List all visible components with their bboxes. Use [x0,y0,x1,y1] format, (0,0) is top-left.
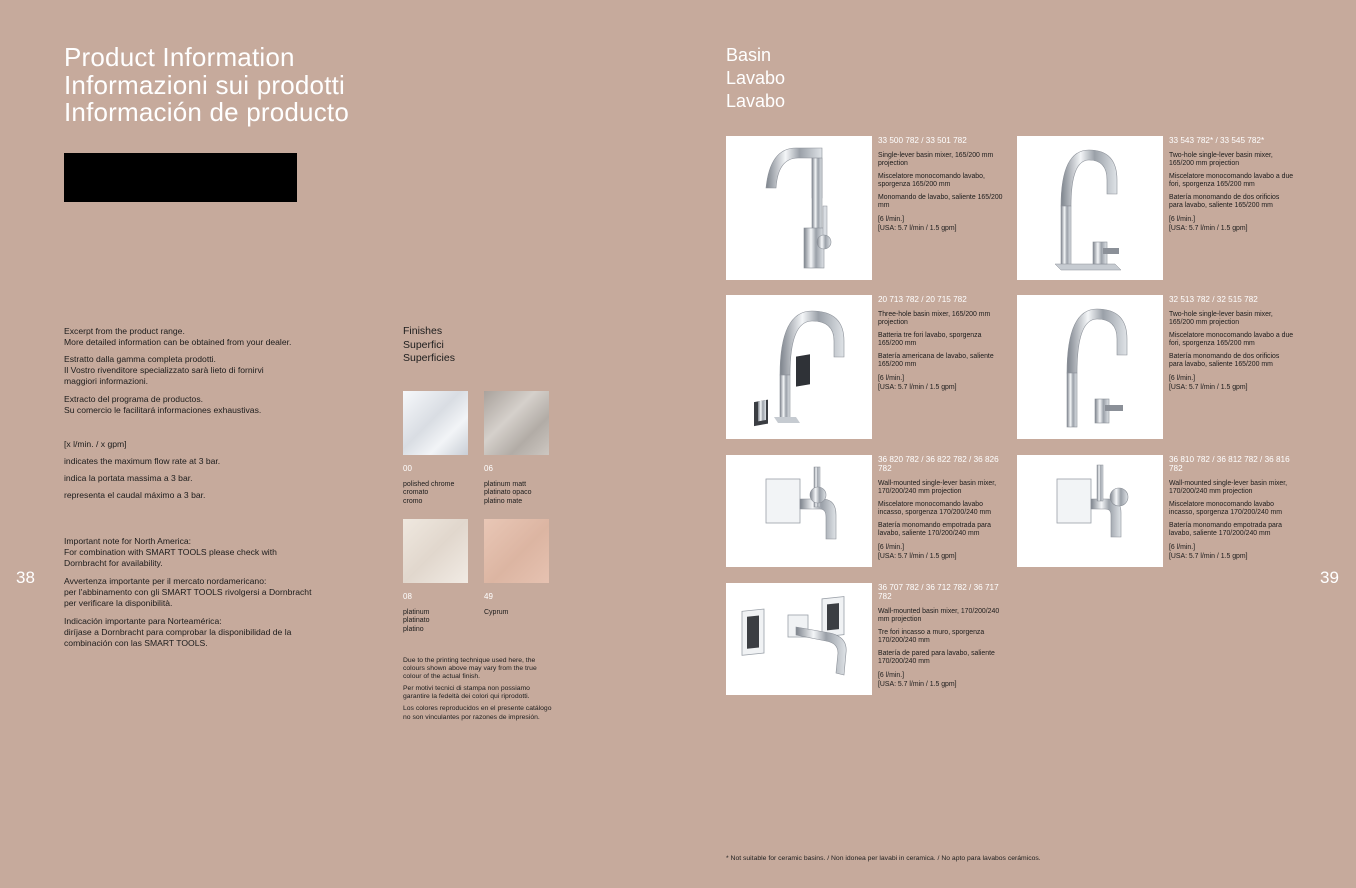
text-line: For combination with SMART TOOLS please check with [64,547,277,558]
flow-rate [878,216,1003,232]
text-line: Finishes [403,325,443,337]
flow-rate-format: [x l/min. / x gpm] [64,439,127,449]
text-line: Batería monomando empotrada para lavabo, saliente 170/200/240 mm [878,522,991,538]
text-line: Wall-mounted single-lever basin mixer, 170/200/240 mm projection [1169,480,1288,496]
text-line: More detailed information can be obtained from your dealer. [64,337,292,348]
text-line: [USA: 5.7 l/min / 1.5 gpm] [878,552,957,560]
text-line: Cyprum [484,609,509,616]
text-line: Important note for North America: [64,536,192,546]
finish-swatch-platinum-matt [484,391,549,455]
text-line: platinato [403,617,430,625]
finish-name [484,481,531,506]
text-line: per l'abbinamento con gli SMART TOOLS rivolgersi a Dornbracht [64,587,312,598]
flow-rate-legend [64,439,220,507]
text-line: Two-hole single-lever basin mixer, 165/200 mm projection [1169,311,1273,327]
text-line: [6 l/min.] [1169,544,1196,552]
text-line: [USA: 5.7 l/min / 1.5 gpm] [1169,224,1248,232]
flow-rate [878,544,1003,560]
product-description [1169,455,1294,561]
text-line: cromato [403,489,429,497]
section-title [726,44,785,112]
page-number-left: 38 [16,568,35,587]
product-description [878,455,1003,561]
finish-name [403,609,429,634]
text-line: Two-hole single-lever basin mixer, 165/200 mm projection [1169,152,1273,168]
product-code: 36 820 782 / 36 822 782 / 36 826 782 [878,455,999,473]
text-line: [USA: 5.7 l/min / 1.5 gpm] [878,680,957,688]
product-description [1169,136,1294,233]
finish-swatch-cyprum [484,519,549,583]
text-line: diríjase a Dornbracht para comprobar la disponibilidad de la [64,627,292,638]
note-es [64,616,344,650]
text-line: combinación con las SMART TOOLS. [64,638,208,649]
text-line: Miscelatore monocomando lavabo incasso, sporgenza 170/200/240 mm [1169,501,1282,517]
product-code: 32 513 782 / 32 515 782 [1169,295,1258,304]
product-description [878,295,1003,392]
text-line: platinum [403,609,430,616]
text-line: platinato opaco [484,489,532,497]
wall-mounted-mixer-image [1017,455,1163,567]
text-line: Batería monomando de dos orificios para lavabo, saliente 165/200 mm [1169,194,1280,210]
text-line: Basin [726,45,772,65]
excerpt-en [64,326,344,348]
text-line: Wall-mounted basin mixer, 170/200/240 mm projection [878,608,1000,624]
excerpt-it [64,354,344,388]
title-line-it: Informazioni sui prodotti [64,69,346,100]
text-line: Dornbracht for availability. [64,558,163,569]
finish-code: 00 [403,464,412,473]
text-line: Batería americana de lavabo, saliente 165/200 mm [878,353,994,369]
finishes-title [403,325,455,366]
print-disclaimer [403,657,553,726]
product-description [1169,295,1294,392]
text-line: [6 l/min.] [878,544,905,552]
wall-mounted-three-hole-mixer-image [726,583,872,695]
flow-rate [878,375,1003,391]
text-line: Tre fori incasso a muro, sporgenza 170/200/240 mm [878,629,985,645]
text-line: Batería de pared para lavabo, saliente 170/200/240 mm [878,650,995,666]
text-line: Avvertenza importante per il mercato nordamericano: [64,576,267,586]
text-line: per verificare la disponibilità. [64,598,173,609]
finish-swatch-chrome [403,391,468,455]
product-code: 36 810 782 / 36 812 782 / 36 816 782 [1169,455,1290,473]
text-line: Excerpt from the product range. [64,326,185,336]
text-line: Superfici [403,338,444,351]
text-line: [6 l/min.] [1169,216,1196,224]
text-line: [USA: 5.7 l/min / 1.5 gpm] [878,383,957,391]
text-line: Il Vostro rivenditore specializzato sarà lieto di fornirvi [64,365,264,376]
page-title [64,44,349,127]
text-line: Three-hole basin mixer, 165/200 mm projection [878,311,991,327]
finish-swatch-platinum [403,519,468,583]
text-line: [6 l/min.] [1169,375,1196,383]
flow-rate [1169,375,1294,391]
text-line: Su comercio le facilitará informaciones exhaustivas. [64,405,262,416]
note-it [64,576,344,610]
text-line: Per motivi tecnici di stampa non possiamo garantire la fedeltà dei colori qui riprodotti. [403,685,530,701]
text-line: Superficies [403,352,455,364]
text-line: Miscelatore monocomando lavabo, sporgenza 165/200 mm [878,173,985,189]
wall-mounted-mixer-image [726,455,872,567]
text-line: [USA: 5.7 l/min / 1.5 gpm] [1169,383,1248,391]
black-bar [64,153,297,202]
product-description [878,583,1003,689]
product-code: 36 707 782 / 36 712 782 / 36 717 782 [878,583,999,601]
flow-rate-it: indica la portata massima a 3 bar. [64,473,193,483]
two-hole-basin-mixer-image [1017,136,1163,280]
two-hole-basin-mixer-image [1017,295,1163,439]
text-line: Batería monomando de dos orificios para lavabo, saliente 165/200 mm [1169,353,1280,369]
title-line-es: Información de producto [64,97,349,127]
text-line: Lavabo [726,90,786,111]
three-hole-basin-mixer-image [726,295,872,439]
finish-code: 06 [484,464,493,473]
text-line: [6 l/min.] [878,216,905,224]
text-line: Lavabo [726,67,786,88]
text-line: maggiori informazioni. [64,376,149,387]
text-line: Extracto del programa de productos. [64,394,204,404]
text-line: Single-lever basin mixer, 165/200 mm projection [878,152,994,168]
title-line-en: Product Information [64,42,295,72]
page-number-right: 39 [1320,568,1339,587]
text-line: Estratto dalla gamma completa prodotti. [64,354,216,364]
text-line: Batteria tre fori lavabo, sporgenza 165/200 mm [878,332,982,348]
flow-rate [878,672,1003,688]
text-line: [USA: 5.7 l/min / 1.5 gpm] [878,224,957,232]
finish-code: 08 [403,592,412,601]
note-en [64,536,344,570]
product-description [878,136,1003,233]
footnote: * Not suitable for ceramic basins. / Non idonea per lavabi in ceramica. / No apto para lavabos cerámicos. [726,855,1041,862]
text-line: platinum matt [484,481,527,488]
flow-rate [1169,544,1294,560]
text-line: Miscelatore monocomando lavabo incasso, sporgenza 170/200/240 mm [878,501,991,517]
text-line: Wall-mounted single-lever basin mixer, 170/200/240 mm projection [878,480,997,496]
flow-rate-en: indicates the maximum flow rate at 3 bar. [64,456,221,466]
text-line: Miscelatore monocomando lavabo a due fori, sporgenza 165/200 mm [1169,332,1294,348]
excerpt-es [64,394,344,416]
flow-rate [1169,216,1294,232]
text-line: Miscelatore monocomando lavabo a due fori, sporgenza 165/200 mm [1169,173,1294,189]
product-code: 33 500 782 / 33 501 782 [878,136,967,145]
text-line: [6 l/min.] [878,672,905,680]
finish-name [484,609,509,617]
text-line: platino mate [484,497,523,505]
text-line: [6 l/min.] [878,375,905,383]
finish-name [403,481,454,506]
single-lever-basin-mixer-image [726,136,872,280]
product-code: 20 713 782 / 20 715 782 [878,295,967,304]
text-line: Due to the printing technique used here, the colours shown above may vary from the true colour of the actual finish. [403,657,537,681]
flow-rate-es: representa el caudal máximo a 3 bar. [64,490,206,500]
text-line: Monomando de lavabo, saliente 165/200 mm [878,194,1003,210]
text-line: Los colores reproducidos en el presente catálogo no son vinculantes por razones de impresión. [403,705,552,721]
finish-code: 49 [484,592,493,601]
text-line: polished chrome [403,481,455,488]
text-line: Batería monomando empotrada para lavabo, saliente 170/200/240 mm [1169,522,1282,538]
text-line: cromo [403,497,423,505]
product-code: 33 543 782* / 33 545 782* [1169,136,1265,145]
text-line: Indicación importante para Norteamérica: [64,616,222,626]
text-line: platino [403,625,424,633]
text-line: [USA: 5.7 l/min / 1.5 gpm] [1169,552,1248,560]
